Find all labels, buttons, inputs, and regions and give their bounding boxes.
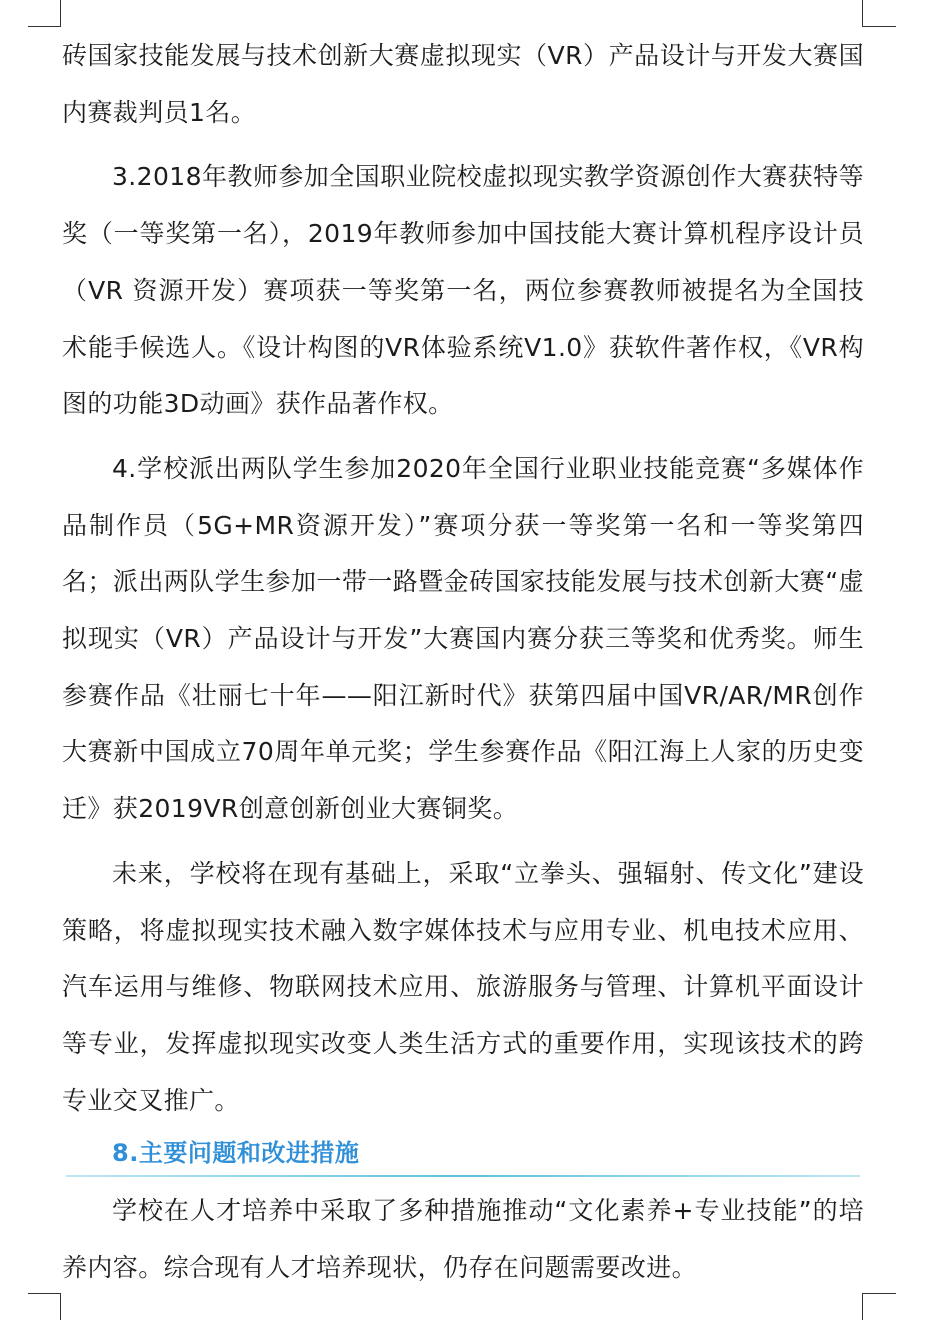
crop-mark-top-right-horizontal [862, 26, 896, 27]
crop-mark-bottom-right [862, 1293, 863, 1320]
paragraph-section8-intro: 学校在人才培养中采取了多种措施推动“文化素养+专业技能”的培养内容。综合现有人才培养现状，仍存在问题需要改进。 [62, 1196, 864, 1283]
heading-underline [66, 1175, 860, 1177]
section-heading: 8.主要问题和改进措施 [112, 1139, 360, 1168]
crop-mark-bottom-right-horizontal [862, 1293, 896, 1294]
paragraph-gap [62, 433, 864, 441]
paragraph-item-3: 3.2018年教师参加全国职业院校虚拟现实教学资源创作大赛获特等奖（一等奖第一名），2019年教师参加中国技能大赛计算机程序设计员（VR 资源开发）赛项获一等奖第一名，两位参赛教师被提名为全国技术能手候选人。《设计构图的VR体验系统V1.0》获软件著作权，《VR构图的功能3D动画》获作品著作权。 [62, 162, 864, 419]
section-heading-block [62, 1129, 864, 1181]
paragraph-continuation: 砖国家技能发展与技术创新大赛虚拟现实（VR）产品设计与开发大赛国内赛裁判员1名。 [62, 41, 864, 127]
crop-mark-top-left-horizontal [28, 26, 61, 27]
crop-mark-bottom-left-horizontal [28, 1293, 61, 1294]
document-body [62, 28, 864, 1297]
paragraph-gap [62, 141, 864, 149]
crop-mark-top-left [60, 0, 61, 26]
paragraph-gap [62, 838, 864, 846]
crop-mark-bottom-left [60, 1293, 61, 1320]
crop-mark-top-right [862, 0, 863, 26]
paragraph-future-plan: 未来，学校将在现有基础上，采取“立拳头、强辐射、传文化”建设策略，将虚拟现实技术融入数字媒体技术与应用专业、机电技术应用、汽车运用与维修、物联网技术应用、旅游服务与管理、计算机平面设计等专业，发挥虚拟现实改变人类生活方式的重要作用，实现该技术的跨专业交叉推广。 [62, 858, 864, 1115]
paragraph-item-4: 4.学校派出两队学生参加2020年全国行业职业技能竞赛“多媒体作品制作员（5G+MR资源开发）”赛项分获一等奖第一名和一等奖第四名；派出两队学生参加一带一路暨金砖国家技能发展与技术创新大赛“虚拟现实（VR）产品设计与开发”大赛国内赛分获三等奖和优秀奖。师生参赛作品《壮丽七十年——阳江新时代》获第四届中国VR/AR/MR创作大赛新中国成立70周年单元奖；学生参赛作品《阳江海上人家的历史变迁》获2019VR创意创新创业大赛铜奖。 [62, 453, 864, 824]
